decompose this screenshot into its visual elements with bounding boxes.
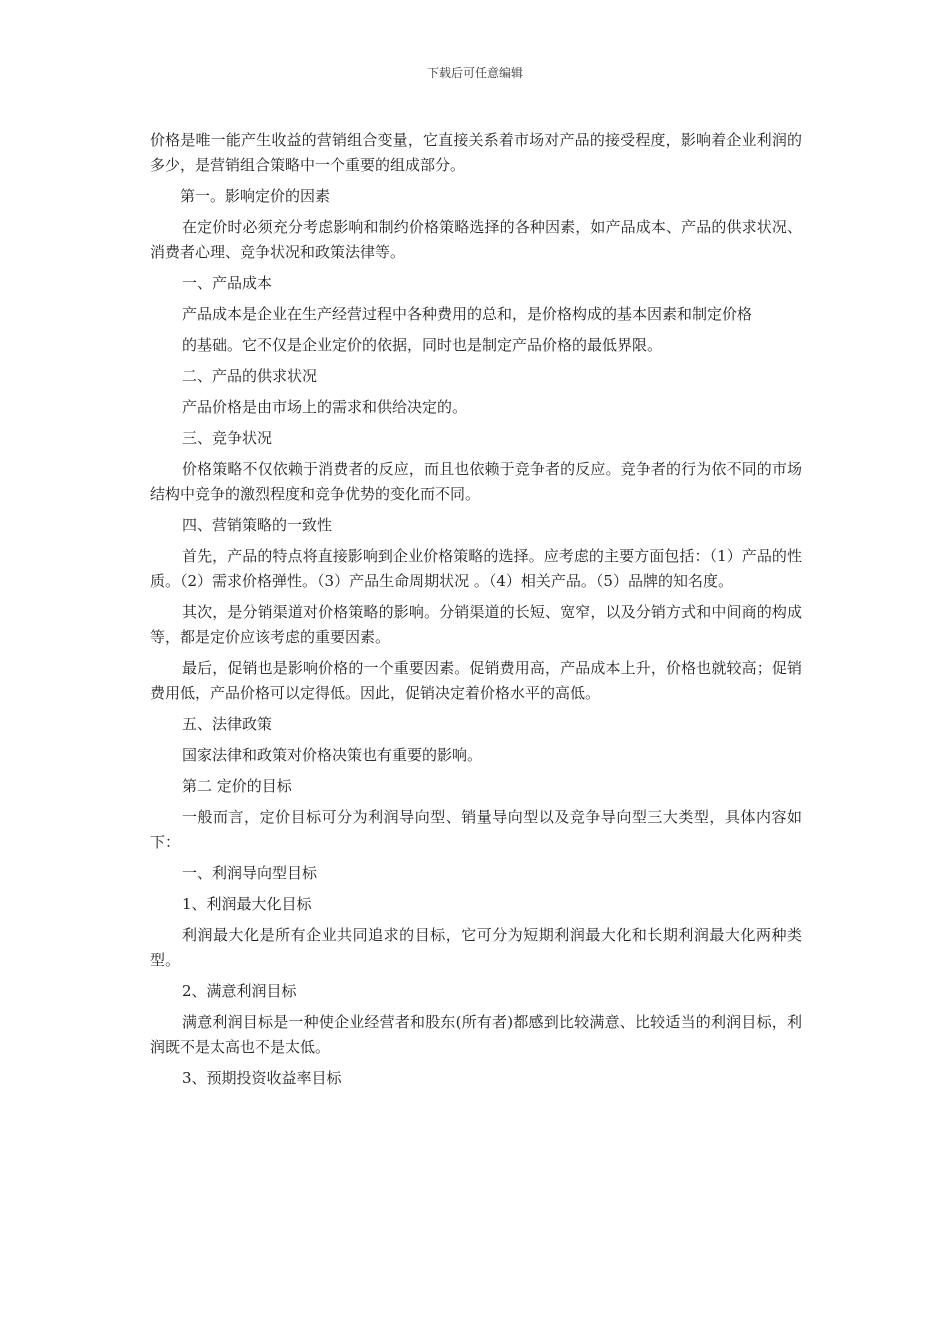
- paragraph: 在定价时必须充分考虑影响和制约价格策略选择的各种因素，如产品成本、产品的供求状况、消费者心理、竞争状况和政策法律等。: [150, 218, 802, 261]
- subheading: 四、营销策略的一致性: [182, 516, 333, 534]
- subheading: 2、满意利润目标: [182, 982, 297, 1000]
- paragraph-intro: 价格是唯一能产生收益的营销组合变量，它直接关系着市场对产品的接受程度，影响着企业利润的多少，是营销组合策略中一个重要的组成部分。: [150, 131, 802, 174]
- page-header: 下载后可任意编辑: [426, 66, 523, 80]
- section-heading-1: 第一。影响定价的因素: [180, 187, 331, 205]
- subheading: 二、产品的供求状况: [182, 367, 318, 385]
- paragraph: 满意利润目标是一种使企业经营者和股东(所有者)都感到比较满意、比较适当的利润目标，利润既不是太高也不是太低。: [150, 1013, 802, 1056]
- paragraph: 利润最大化是所有企业共同追求的目标，它可分为短期利润最大化和长期利润最大化两种类型。: [150, 926, 802, 969]
- paragraph: 一般而言，定价目标可分为利润导向型、销量导向型以及竞争导向型三大类型，具体内容如下：: [150, 808, 802, 851]
- section-heading-2: 第二 定价的目标: [182, 777, 292, 795]
- subheading: 3、预期投资收益率目标: [182, 1069, 342, 1087]
- paragraph: 国家法律和政策对价格决策也有重要的影响。: [182, 746, 483, 764]
- paragraph: 最后，促销也是影响价格的一个重要因素。促销费用高，产品成本上升，价格也就较高；促销费用低，产品价格可以定得低。因此，促销决定着价格水平的高低。: [150, 659, 802, 702]
- subheading: 1、利润最大化目标: [182, 895, 312, 913]
- paragraph: 产品成本是企业在生产经营过程中各种费用的总和，是价格构成的基本因素和制定价格: [182, 305, 753, 323]
- paragraph: 的基础。它不仅是企业定价的依据，同时也是制定产品价格的最低界限。: [182, 336, 663, 354]
- paragraph: 首先，产品的特点将直接影响到企业价格策略的选择。应考虑的主要方面包括：（1）产品的性质。（2）需求价格弹性。（3）产品生命周期状况 。（4）相关产品。（5）品牌的知名度。: [150, 547, 802, 590]
- subheading: 一、利润导向型目标: [182, 864, 318, 882]
- subheading: 一、产品成本: [182, 274, 273, 292]
- subheading: 三、竞争状况: [182, 429, 273, 447]
- subheading: 五、法律政策: [182, 715, 273, 733]
- document-body: [150, 128, 802, 1097]
- paragraph: 价格策略不仅依赖于消费者的反应，而且也依赖于竞争者的反应。竞争者的行为依不同的市场结构中竞争的激烈程度和竞争优势的变化而不同。: [150, 460, 802, 503]
- paragraph: 其次，是分销渠道对价格策略的影响。分销渠道的长短、宽窄，以及分销方式和中间商的构成等，都是定价应该考虑的重要因素。: [150, 603, 802, 646]
- paragraph: 产品价格是由市场上的需求和供给决定的。: [182, 398, 468, 416]
